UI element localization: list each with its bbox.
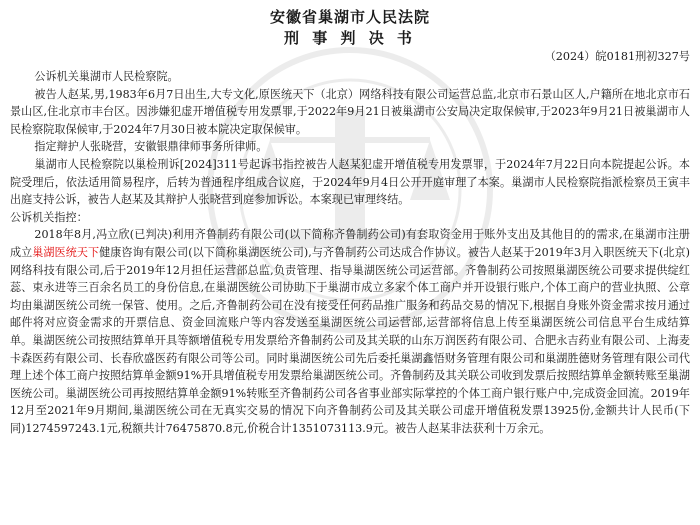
facts-text-part1: 2018年8月,冯立欣(已判决)利用齐鲁制药有限公司(以下简称齐鲁制药公司)有套取资金用于账外支出及其他目的的需求,在巢湖市注册成立 (10, 228, 690, 259)
court-title: 安徽省巢湖市人民法院 (269, 8, 430, 26)
charge-heading: 公诉机关指控： (10, 210, 88, 224)
procedure-paragraph: 巢湖市人民检察院以巢检刑诉[2024]311号起诉书指控被告人赵某犯虚开增值税专用发票罪，于2024年7月22日向本院提起公诉。本院受理后，依法适用简易程序，后转为普通程序组成合议庭，于2024年9月4日公开开庭审理了本案。巢湖市人民检察院指派检察员王寅丰出庭支持公诉，被告人赵某及其辩护人张晓营到庭参加诉讼。本案现已审理终结。 (10, 157, 690, 207)
defense-counsel-paragraph: 指定辩护人张晓营，安徽银鼎律师事务所律师。 (34, 140, 268, 154)
facts-paragraph (10, 226, 690, 437)
facts-text-part2: 健康咨询有限公司(以下简称巢湖医统公司),与齐鲁制药公司达成合作协议。被告人赵某于2019年3月入职医统天下(北京)网络科技有限公司,后于2019年12月担任运营部总监,负责管理、指导巢湖医统公司运营部。齐鲁制药公司按照巢湖医统公司要求提供绽红蕊、束永进等三百余名员工的身份信息,在巢湖医统公司协助下于巢湖市成立多家个体工商户并开设银行账户,个体工商户的营业执照、公章均由巢湖医统公司统一保管、使用。之后,齐鲁制药公司在没有接受任何药品推广服务和药品交易的情况下,根据自身账外资金需求按月通过邮件将对应资金需求的开票信息、资金回流账户等内容发送至巢湖医统公司运营部,运营部将信息上传至巢湖医统公司信息平台生成结算单。巢湖医统公司按照结算单开具等额增值税专用发票给齐鲁制药公司及其关联的山东万润医药有限公司、合肥永吉药业有限公司、上海麦卡森医药有限公司、长春欣盛医药有限公司等公司。同时巢湖医统公司先后委托巢湖鑫悟财务管理有限公司和巢湖胜德财务管理有限公司代理上述个体工商户按照结算单金额91%开具增值税专用发票给巢湖医统公司。齐鲁制药及其关联公司收到发票后按照结算单金额转账至巢湖医统公司。巢湖医统公司再按照结算单金额91%转账至齐鲁制药公司各省事业部实际掌控的个体工商户银行账户中,完成资金回流。2019年12月至2021年9月期间,巢湖医统公司在无真实交易的情况下向齐鲁制药公司及其关联公司虚开增值税发票13925份,金额共计人民币(下同)1274597243.1元,税额共计76475870.8元,价税合计1351073113.9元。被告人赵某非法获利十万余元。 (10, 245, 690, 435)
defendant-paragraph: 被告人赵某,男,1983年6月7日出生,大专文化,原医统天下（北京）网络科技有限公司运营总监,北京市石景山区人,户籍所在地北京市石景山区,住北京市丰台区。因涉嫌犯虚开增值税专用发票罪,于2022年9月21日被巢湖市公安局决定取保候审,于2023年9月21日被巢湖市人民检察院取保候审,于2024年7月30日被本院决定取保候审。 (10, 87, 690, 136)
case-number: （2024）皖0181刑初327号 (544, 50, 690, 63)
prosecutor-paragraph: 公诉机关巢湖市人民检察院。 (34, 70, 179, 83)
highlighted-company-name: 巢湖医统天下 (32, 245, 100, 259)
document-type-title: 刑 事 判 决 书 (284, 29, 416, 47)
